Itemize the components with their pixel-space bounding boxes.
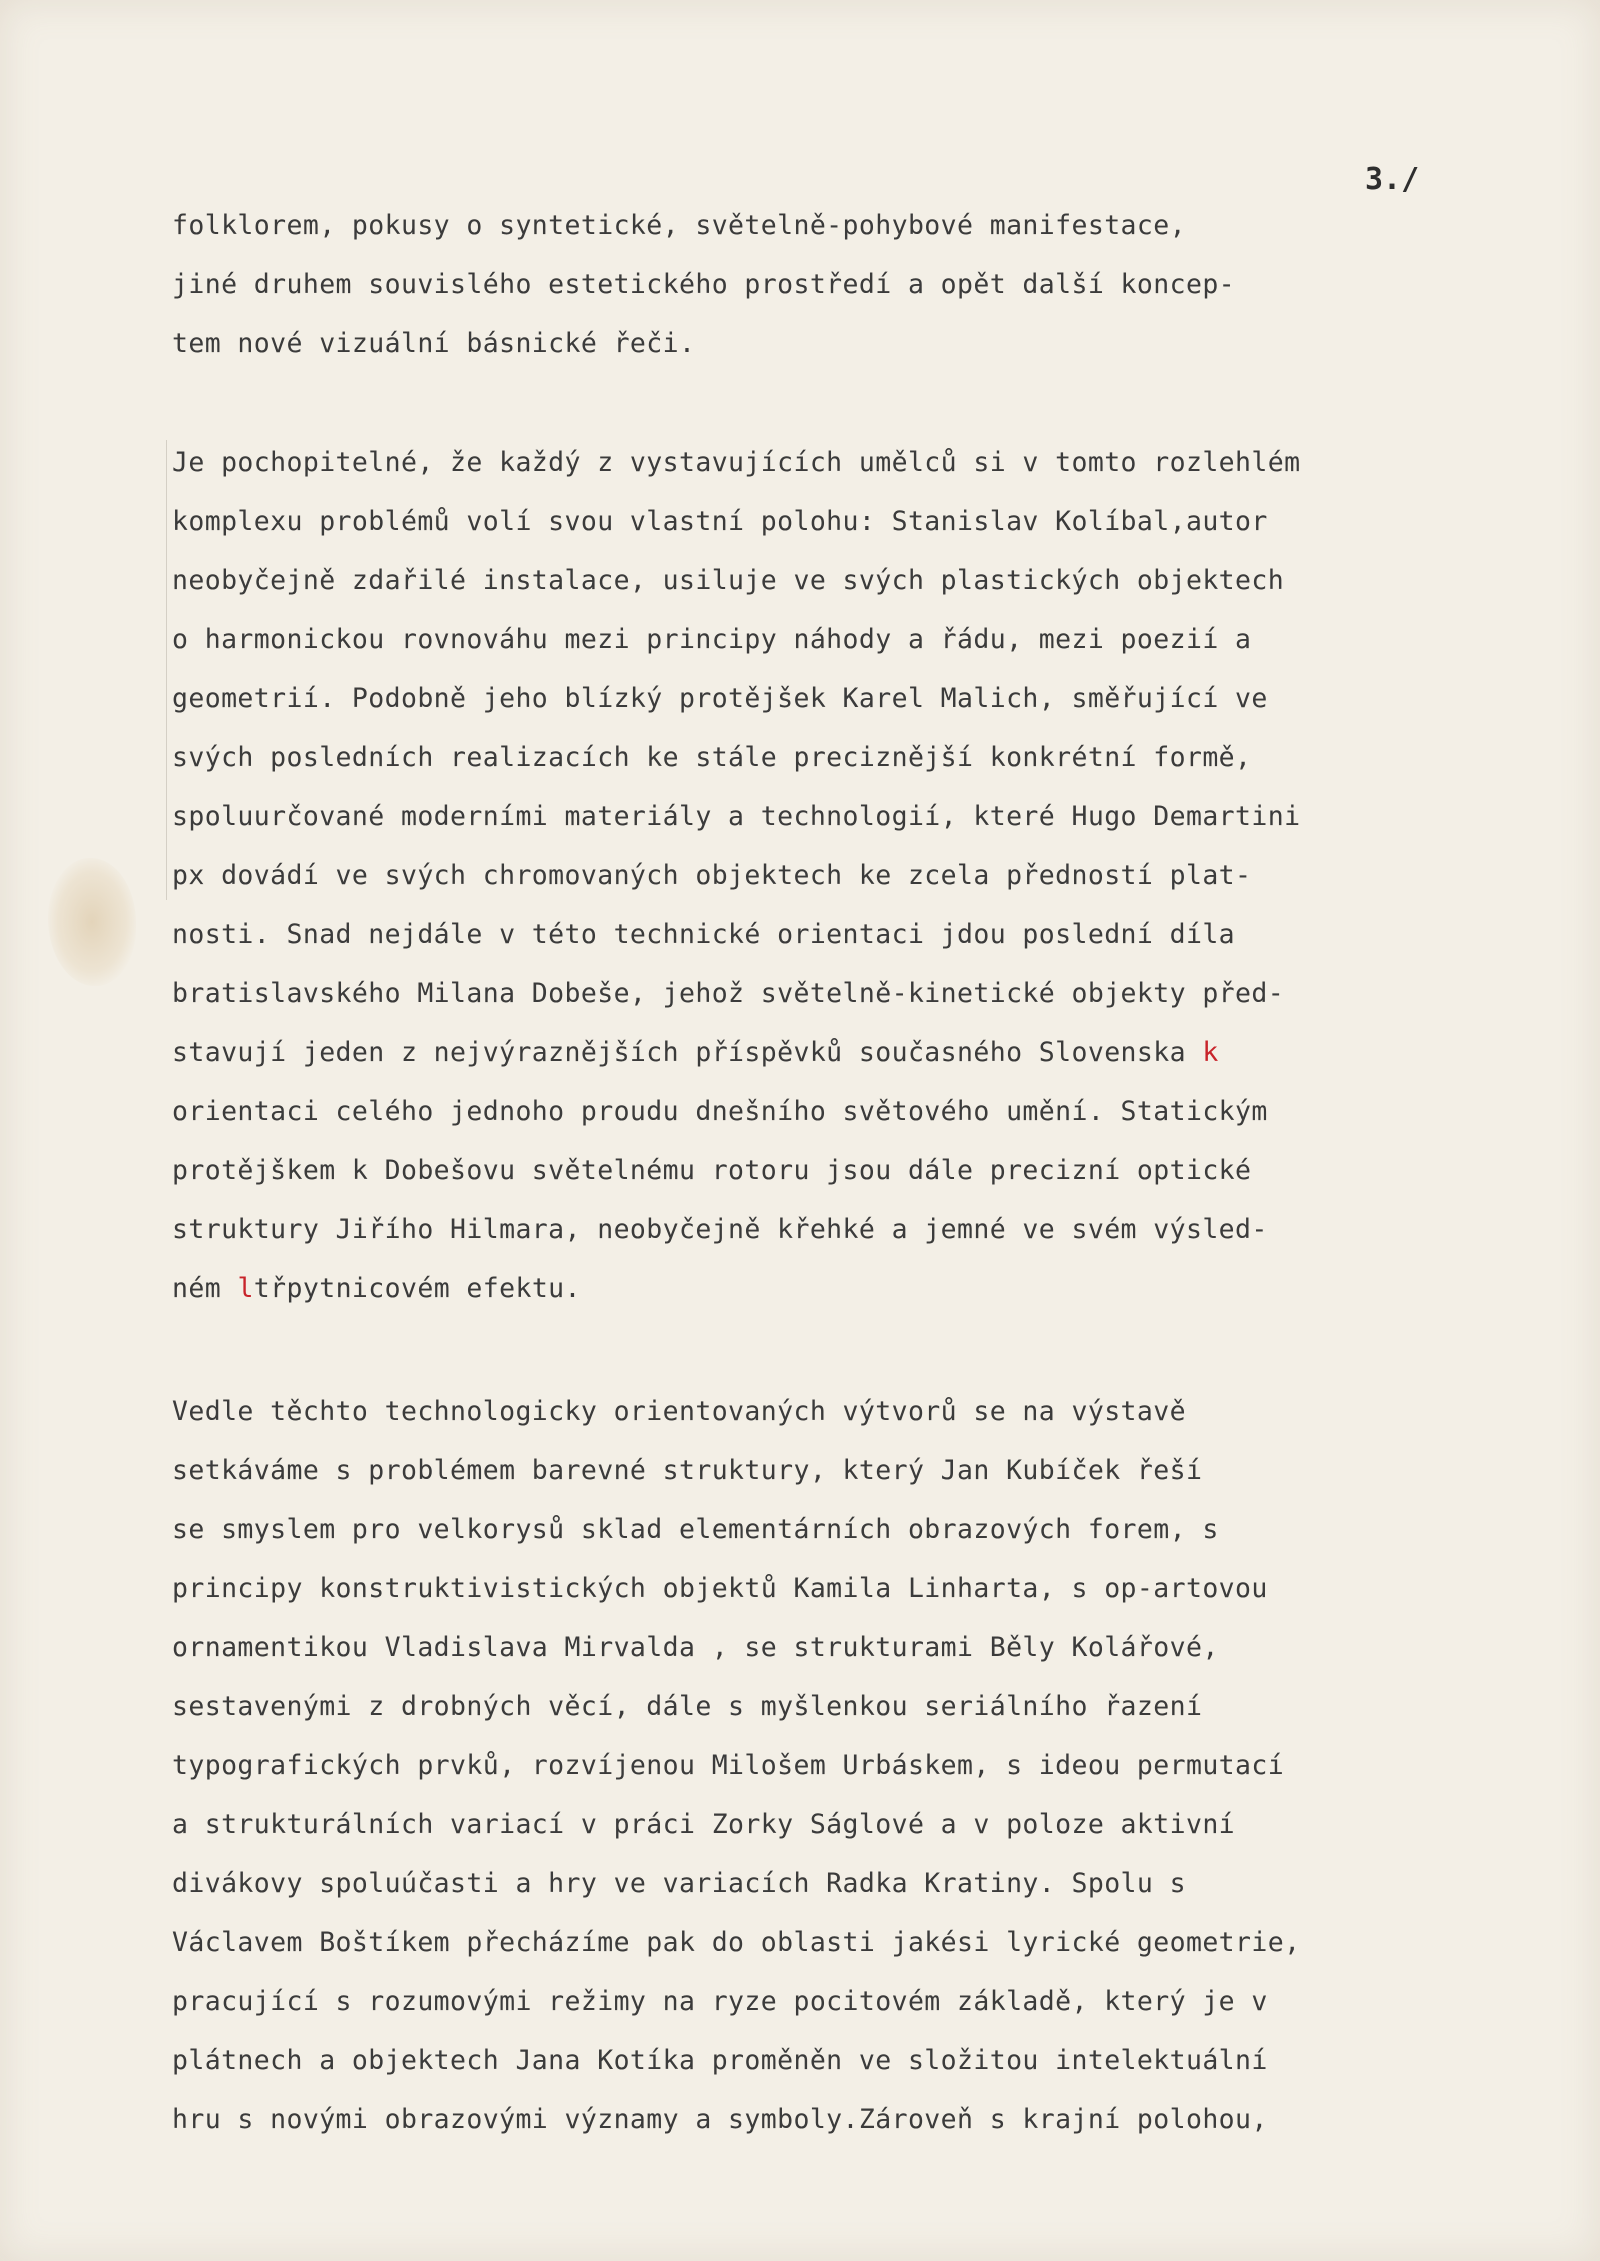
line-text: třpytnicovém efektu. — [253, 1273, 581, 1304]
text-line: tem nové vizuální básnické řeči. — [172, 328, 696, 359]
text-line — [172, 1023, 1517, 1082]
text-line: geometrií. Podobně jeho blízký protějšek Karel Malich, směřující ve — [172, 683, 1268, 714]
text-line: spoluurčované moderními materiály a technologií, které Hugo Demartini — [172, 801, 1301, 832]
margin-mark — [166, 440, 167, 900]
text-line: hru s novými obrazovými významy a symboly.Zároveň s krajní polohou, — [172, 2104, 1268, 2135]
text-line: struktury Jiřího Hilmara, neobyčejně křehké a jemné ve svém výsled- — [172, 1214, 1268, 1245]
line-text: ném — [172, 1273, 222, 1304]
text-line: neobyčejně zdařilé instalace, usiluje ve svých plastických objektech — [172, 565, 1285, 596]
text-line: nosti. Snad nejdále v této technické orientaci jdou poslední díla — [172, 919, 1236, 950]
page-number: 3./ — [1365, 162, 1420, 197]
paper-stain — [48, 858, 136, 986]
text-line: divákovy spoluúčasti a hry ve variacích Radka Kratiny. Spolu s — [172, 1868, 1186, 1899]
text-line: komplexu problémů volí svou vlastní polohu: Stanislav Kolíbal,autor — [172, 506, 1268, 537]
text-line: Václavem Boštíkem přecházíme pak do oblasti jakési lyrické geometrie, — [172, 1927, 1301, 1958]
text-line: setkáváme s problémem barevné struktury, který Jan Kubíček řeší — [172, 1455, 1203, 1486]
paragraph-gap — [172, 1318, 1517, 1382]
text-line: svých posledních realizacích ke stále preciznější konkrétní formě, — [172, 742, 1252, 773]
text-line — [172, 1259, 1517, 1318]
handwritten-correction: l — [237, 1273, 254, 1304]
paragraph-3 — [172, 1382, 1517, 2149]
text-line: sestavenými z drobných věcí, dále s myšlenkou seriálního řazení — [172, 1691, 1203, 1722]
text-line: plátnech a objektech Jana Kotíka proměněn ve složitou intelektuální — [172, 2045, 1268, 2076]
handwritten-correction: k — [1202, 1037, 1219, 1068]
text-line: pracující s rozumovými režimy na ryze pocitovém základě, který je v — [172, 1986, 1268, 2017]
text-line: principy konstruktivistických objektů Kamila Linharta, s op-artovou — [172, 1573, 1268, 1604]
body-text — [172, 196, 1517, 2149]
paragraph-1 — [172, 196, 1517, 373]
text-line: protějškem k Dobešovu světelnému rotoru jsou dále precizní optické — [172, 1155, 1252, 1186]
line-text: stavují jeden z nejvýraznějších příspěvků současného Slovenska — [172, 1037, 1186, 1068]
text-line: Je pochopitelné, že každý z vystavujících umělců si v tomto rozlehlém — [172, 447, 1301, 478]
paragraph-gap — [172, 373, 1517, 433]
text-line: o harmonickou rovnováhu mezi principy náhody a řádu, mezi poezií a — [172, 624, 1252, 655]
paragraph-2 — [172, 433, 1517, 1318]
text-line: typografických prvků, rozvíjenou Milošem Urbáskem, s ideou permutací — [172, 1750, 1285, 1781]
text-line: folklorem, pokusy o syntetické, světelně-pohybové manifestace, — [172, 210, 1186, 241]
text-line: se smyslem pro velkorysů sklad elementárních obrazových forem, s — [172, 1514, 1219, 1545]
text-line: orientaci celého jednoho proudu dnešního světového umění. Statickým — [172, 1096, 1268, 1127]
text-line: Vedle těchto technologicky orientovaných výtvorů se na výstavě — [172, 1396, 1186, 1427]
text-line: a strukturálních variací v práci Zorky Ságlové a v poloze aktivní — [172, 1809, 1236, 1840]
text-line: bratislavského Milana Dobeše, jehož světelně-kinetické objekty před- — [172, 978, 1285, 1009]
text-line: ornamentikou Vladislava Mirvalda , se strukturami Běly Kolářové, — [172, 1632, 1219, 1663]
text-line: px dovádí ve svých chromovaných objektech ke zcela předností plat- — [172, 860, 1252, 891]
text-line: jiné druhem souvislého estetického prostředí a opět další koncep- — [172, 269, 1236, 300]
